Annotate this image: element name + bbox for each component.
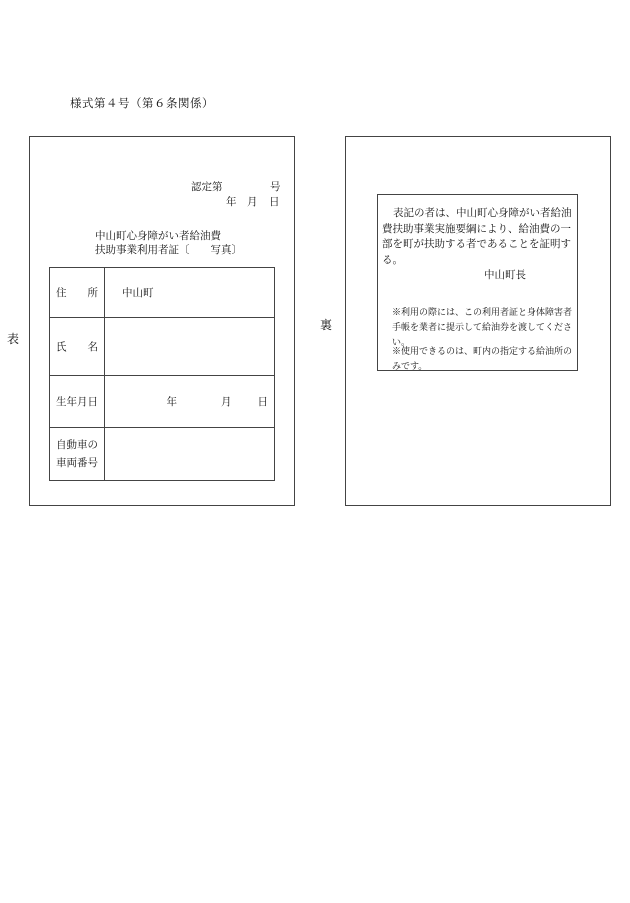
name-label-2: 名 xyxy=(87,340,98,353)
birth-month-label: 月 xyxy=(221,396,232,408)
table-row-vehicle xyxy=(50,428,275,481)
cert-number-suffix: 号 xyxy=(270,181,281,193)
card-title-line1: 中山町心身障がい者給油費 xyxy=(95,230,221,242)
table-row-birthdate xyxy=(50,376,275,428)
address-value: 中山町 xyxy=(105,268,275,318)
usage-note-1: ※利用の際には、この利用者証と身体障害者手帳を業者に提示して給油券を渡してください。 xyxy=(392,308,573,348)
vehicle-label-cell xyxy=(50,428,105,481)
certification-text: 表記の者は、中山町心身障がい者給油費扶助事業実施要綱により、給油費の一部を町が扶助する者であることを証明する。 xyxy=(382,207,572,266)
usage-note-2: ※使用できるのは、町内の指定する給油所のみです。 xyxy=(392,347,573,372)
address-label-2: 所 xyxy=(87,286,98,299)
issue-day-label: 日 xyxy=(269,196,280,208)
name-label-cell xyxy=(50,318,105,376)
holder-info-table xyxy=(49,267,275,481)
card-title-line2 xyxy=(95,242,242,257)
address-label-cell xyxy=(50,268,105,318)
address-label-1: 住 xyxy=(56,286,67,299)
front-side-label: 表 xyxy=(7,332,20,346)
form-title: 様式第４号（第６条関係） xyxy=(70,96,214,110)
issuer-name: 中山町長 xyxy=(484,269,526,281)
vehicle-label-2: 車両番号 xyxy=(56,457,98,469)
birth-day-label: 日 xyxy=(257,396,268,408)
issue-month-label: 月 xyxy=(247,196,258,208)
birth-year-label: 年 xyxy=(166,396,177,408)
name-label-1: 氏 xyxy=(56,340,67,353)
card-title-text: 扶助事業利用者証 xyxy=(95,244,179,256)
birthdate-value-cell xyxy=(105,376,275,428)
table-row-address xyxy=(50,268,275,318)
back-side-label: 裏 xyxy=(320,318,333,332)
vehicle-label-1: 自動車の xyxy=(56,439,98,451)
issue-year-label: 年 xyxy=(226,196,237,208)
name-value xyxy=(105,318,275,376)
cert-number-label: 認定第 xyxy=(191,181,223,193)
table-row-name xyxy=(50,318,275,376)
photo-mark: 〔 写真〕 xyxy=(179,244,242,256)
vehicle-value xyxy=(105,428,275,481)
birthdate-label: 生年月日 xyxy=(50,376,105,428)
